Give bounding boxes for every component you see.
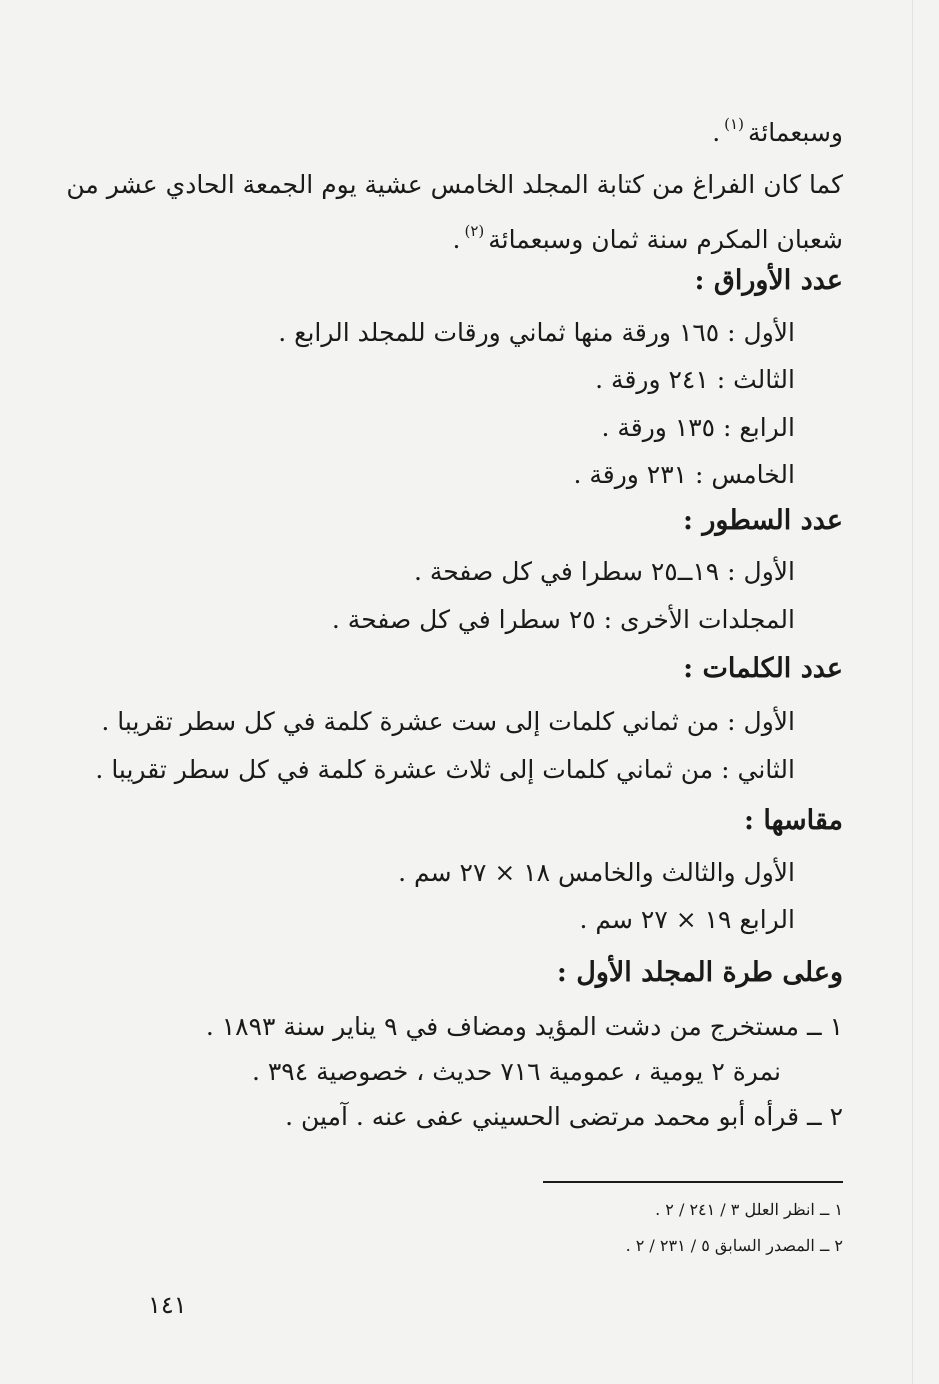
margin-item-2: نمرة ٢ يومية ، عمومية ٧١٦ حديث ، خصوصية ٣٩٤ .	[251, 1057, 781, 1086]
paragraph-line-2	[453, 213, 843, 258]
footnote-ref-1: (١)	[724, 115, 744, 133]
words-item-2: الثاني : من ثماني كلمات إلى ثلاث عشرة كلمة في كل سطر تقريبا .	[95, 755, 795, 784]
intro-period: .	[712, 118, 721, 147]
paragraph-line-2-period: .	[452, 225, 461, 254]
words-item-1: الأول : من ثماني كلمات إلى ست عشرة كلمة في كل سطر تقريبا .	[101, 707, 795, 736]
footnote-ref-2: (٢)	[464, 222, 485, 240]
lines-item-2: المجلدات الأخرى : ٢٥ سطرا في كل صفحة .	[331, 605, 795, 634]
sizes-item-2: الرابع ١٩ × ٢٧ سم .	[579, 905, 795, 934]
sizes-item-1: الأول والثالث والخامس ١٨ × ٢٧ سم .	[398, 858, 795, 887]
page-edge-line	[912, 0, 913, 1384]
heading-lines: عدد السطور :	[682, 505, 843, 536]
heading-margin: وعلى طرة المجلد الأول :	[556, 957, 843, 988]
leaves-item-3: الرابع : ١٣٥ ورقة .	[601, 413, 795, 442]
intro-text: وسبعمائة	[747, 118, 843, 147]
heading-leaves: عدد الأوراق :	[694, 265, 843, 296]
paragraph-line-1: كما كان الفراغ من كتابة المجلد الخامس عشية يوم الجمعة الحادي عشر من	[66, 170, 843, 199]
leaves-item-2: الثالث : ٢٤١ ورقة .	[595, 365, 795, 394]
intro-line	[712, 106, 843, 151]
heading-words: عدد الكلمات :	[683, 653, 843, 684]
paragraph-line-2-text: شعبان المكرم سنة ثمان وسبعمائة	[488, 225, 843, 254]
footnote-1: ١ ــ انظر العلل ٣ / ٢٤١ / ٢ .	[655, 1200, 843, 1219]
footnote-separator	[543, 1181, 843, 1183]
leaves-item-4: الخامس : ٢٣١ ورقة .	[573, 460, 795, 489]
margin-item-1: ١ ــ مستخرج من دشت المؤيد ومضاف في ٩ يناير سنة ١٨٩٣ .	[205, 1012, 843, 1041]
margin-item-3: ٢ ــ قرأه أبو محمد مرتضى الحسيني عفى عنه . آمين .	[285, 1102, 843, 1131]
heading-sizes: مقاسها :	[743, 805, 843, 836]
lines-item-1: الأول : ١٩ــ٢٥ سطرا في كل صفحة .	[413, 557, 795, 586]
footnote-2: ٢ ــ المصدر السابق ٥ / ٢٣١ / ٢ .	[625, 1236, 843, 1255]
page-number: ١٤١	[148, 1291, 187, 1319]
leaves-item-1: الأول : ١٦٥ ورقة منها ثماني ورقات للمجلد الرابع .	[278, 318, 795, 347]
